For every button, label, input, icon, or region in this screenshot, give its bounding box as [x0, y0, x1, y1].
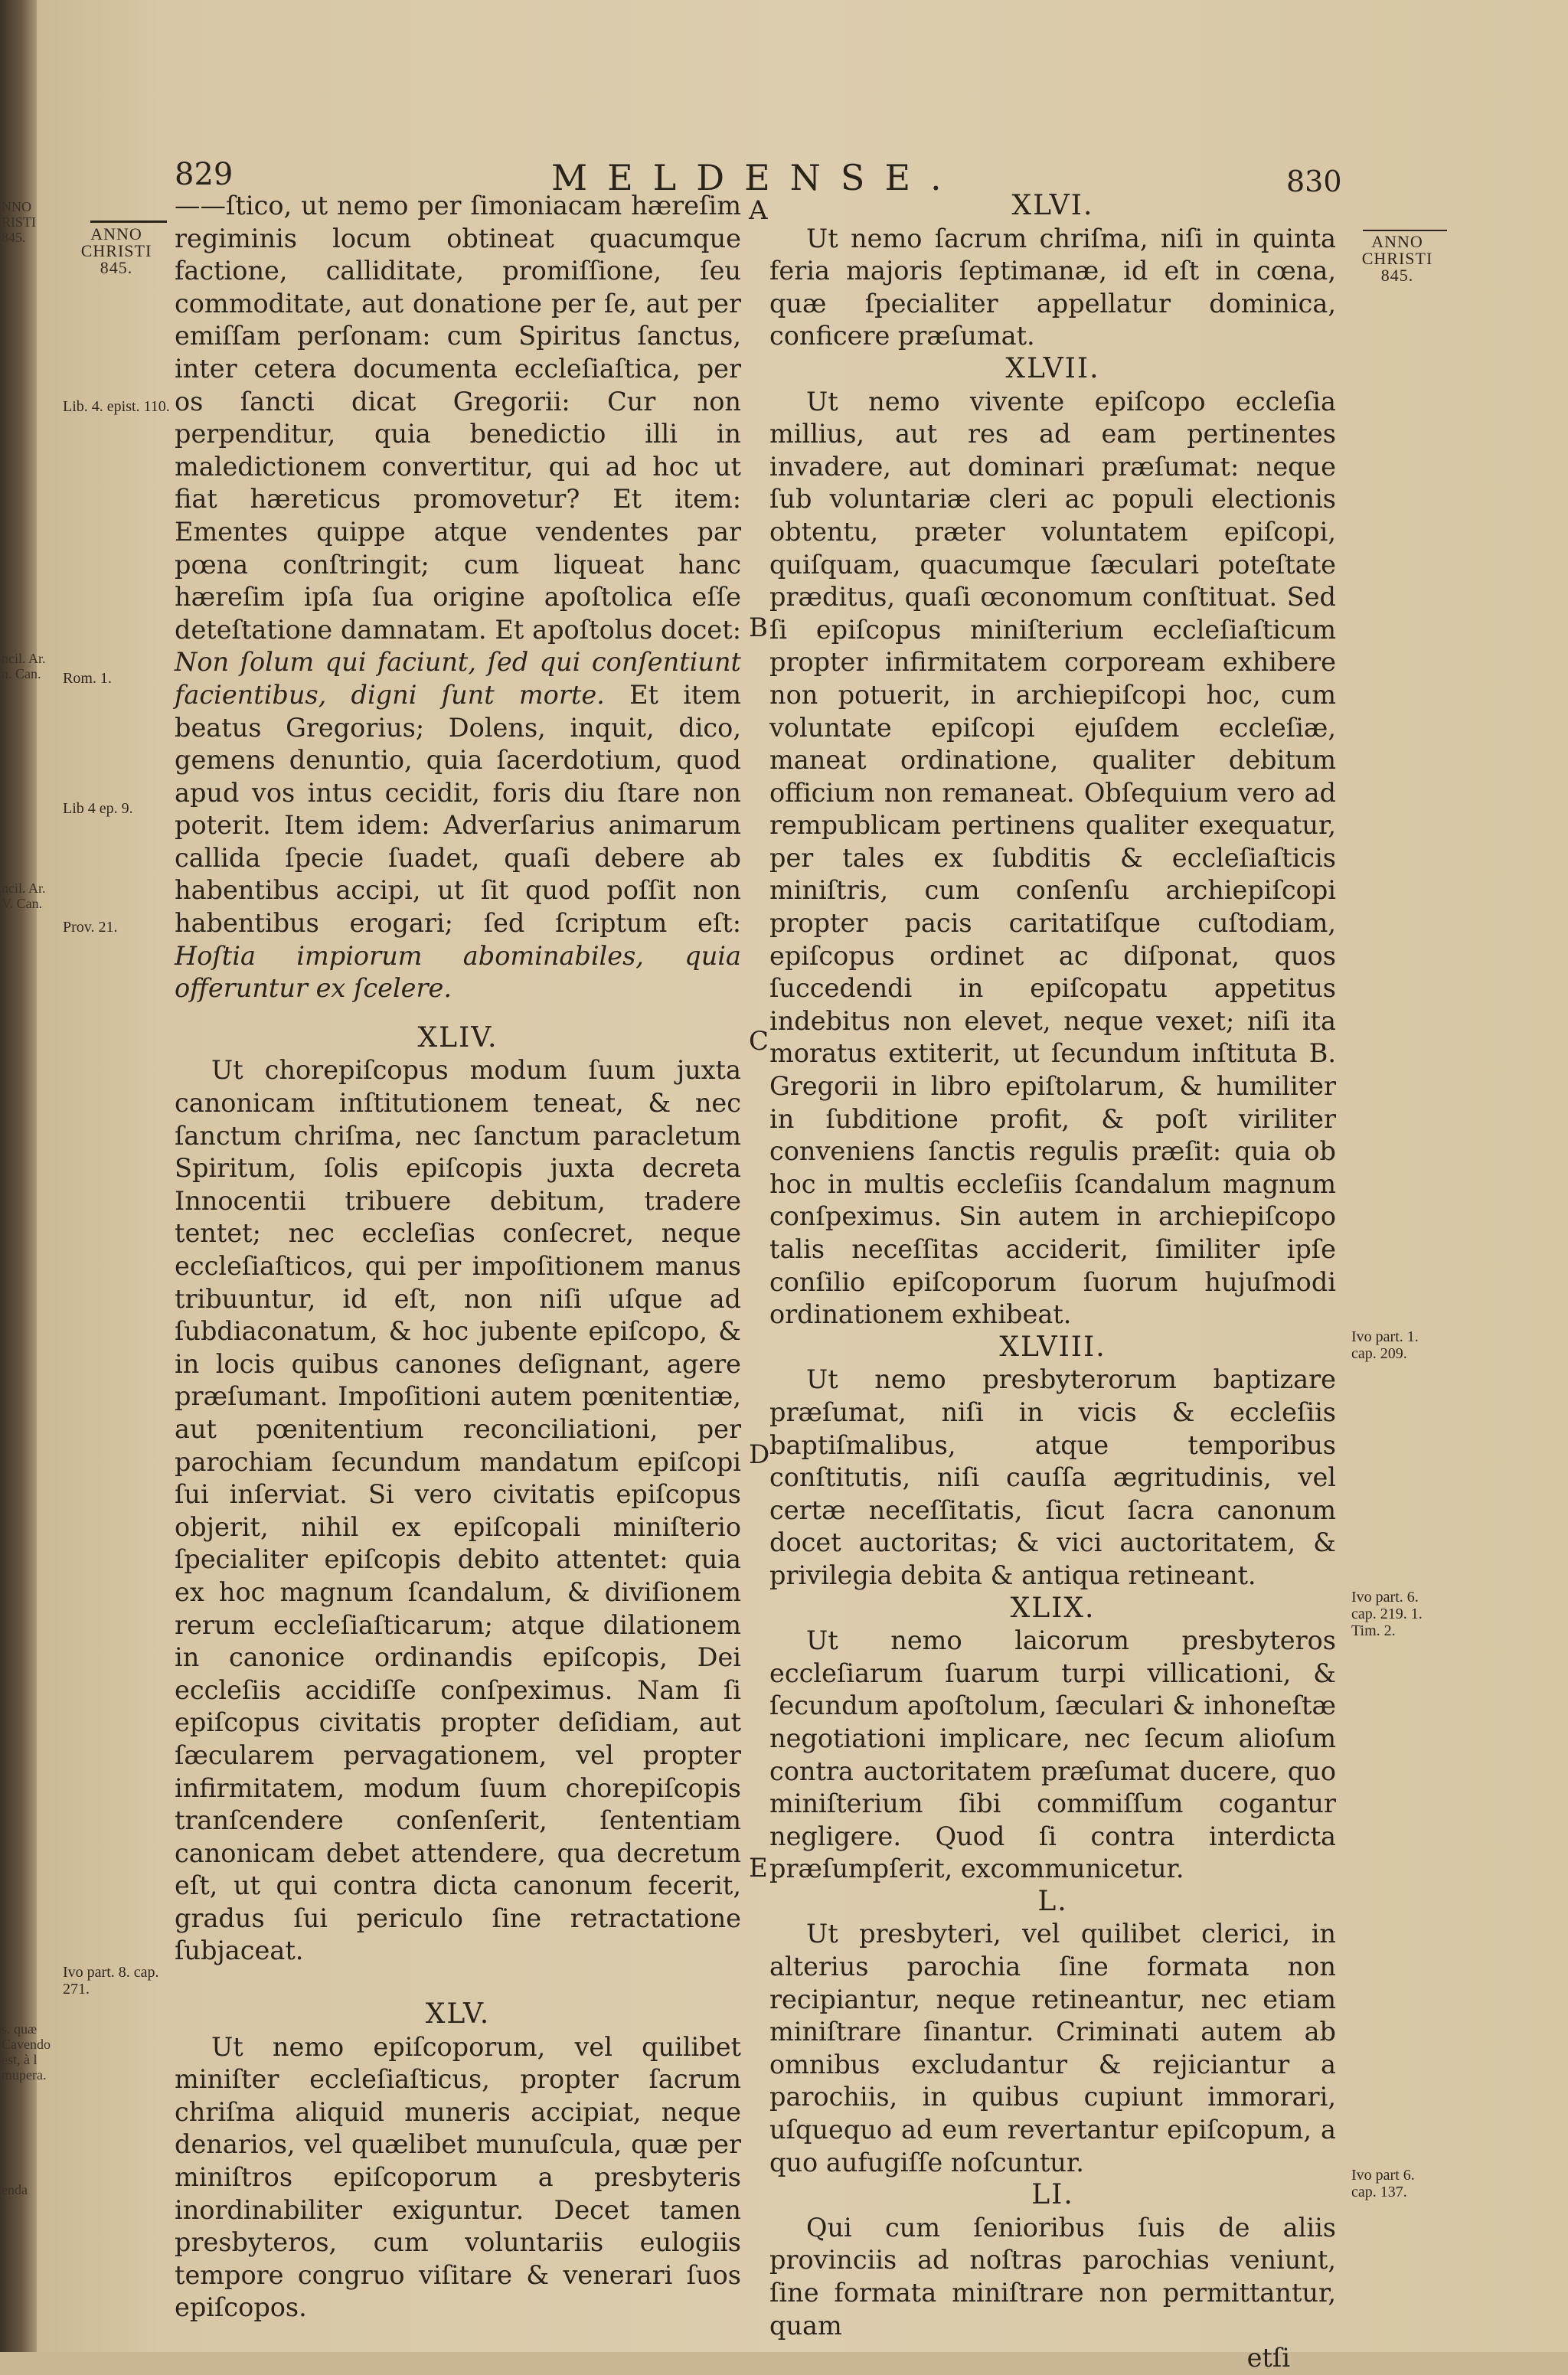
page-number-left: 829 [175, 157, 234, 192]
text-column-left [175, 190, 741, 2324]
paragraph-xlix: Ut nemo laicorum presbyteros eccleſiarum ſuarum turpi villicationi, & ſecundum apoſtolum, ſæculari & inhoneſtæ negotiationi implicare, nec ſecum alioſum contra auctoritatem præſumat ducere, quo miniſterium ſibi commiſſum cogantur negligere. Quod ſi contra interdicta præſumpſerit, excommunicetur. [769, 1625, 1336, 1884]
prev-fragment-3: ncil. Ar. V. Can. [2, 880, 46, 911]
heading-li: LI. [1031, 2179, 1074, 2211]
quote-rom: Non ſolum qui faciunt, ſed qui conſentiunt facientibus, digni ſunt morte. [175, 647, 741, 710]
heading-xlviii: XLVIII. [999, 1331, 1106, 1363]
heading-xlvi: XLVI. [1011, 190, 1094, 221]
section-letter-e: E [749, 1853, 768, 1883]
heading-l: L. [1037, 1885, 1068, 1917]
margin-note-ivo-part8: Ivo part. 8. cap. 271. [63, 1964, 159, 1998]
heading-xliv: XLIV. [417, 1021, 498, 1054]
text-column-right [769, 190, 1336, 2375]
paragraph-xlv: Ut nemo epiſcoporum, vel quilibet miniſter eccleſiaſticus, propter ſacrum chriſma aliquid muneris accipiat, neque denarios, vel quælibet munuſcula, quæ per miniſtros epiſcoporum a presbyteris inordinabiliter exiguntur. Decet tamen presbyteros, cum voluntariis eulogiis tempore congruo viſitare & venerari ſuos epiſcopos. [175, 2031, 741, 2323]
margin-note-ivo-part1: Ivo part. 1. cap. 209. [1351, 1328, 1419, 1362]
margin-rule-right [1363, 230, 1447, 231]
section-letter-c: C [749, 1026, 769, 1057]
anno-christi-right: ANNO CHRISTI 845. [1361, 232, 1433, 285]
margin-note-ivo-part6-137: Ivo part 6. cap. 137. [1351, 2167, 1415, 2200]
heading-xlvii: XLVII. [1005, 352, 1100, 384]
paragraph-xlvii: Ut nemo vivente epiſcopo eccleſia millius, aut res ad eam pertinentes invadere, aut dominari præſumat: neque ſub voluntariæ cleri ac populi electionis obtentu, præter voluntatem epiſcopi, quiſquam, quacumque ſæculari poteſtate præditus, quaſi œconomum conſtituat. Sed ſi epiſcopus miniſterium eccleſiaſticum propter infirmitatem corpoream exhibere non potuerit, in archiepiſcopi hoc, cum voluntate epiſcopi ejuſdem eccleſiæ, maneat ordinatione, qualiter debitum officium non remaneat. Obſequium vero ad rempublicam pertinens qualiter exequatur, per tales ex ſubditis & eccleſiaſticis miniſtris, cum conſenſu archiepiſcopi propter pacis caritatiſque cuſtodiam, epiſcopus ordinet ac diſponat, quos ſuccedendi in epiſcopatu appetitus indebitus non elevet, neque vexet; niſi ita moratus extiterit, ut ſecundum inſtituta B. Gregorii in libro epiſtolarum, & humiliter in ſubditione profit, & poſt viriliter conveniens ſanctis regulis præſit: quia ob hoc in multis eccleſiis ſcandalum magnum conſpeximus. Sin autem in archiepiſcopo talis neceſſitas acciderit, ſimiliter ipſe conſilio epiſcoporum ſuorum hujuſmodi ordinationem exhibeat. [769, 386, 1336, 1330]
margin-note-lib4-ep9: Lib 4 ep. 9. [63, 800, 133, 817]
margin-note-prov: Prov. 21. [63, 919, 118, 936]
prev-fragment-5: enda [2, 2182, 28, 2197]
margin-note-lib4-epist: Lib. 4. epist. 110. [63, 398, 170, 415]
paragraph-continued: ——ſtico, ut nemo per ſimoniacam hæreſim regiminis locum obtineat quacumque factione, calliditate, promiſſione, ſeu commoditate, aut donatione per ſe, aut per emiſſam perſonam: cum Spiritus ſanctus, inter cetera documenta eccleſiaſtica, per os ſancti dicat Gregorii: Cur non perpenditur, quia benedictio illi in maledictionem convertitur, qui ad hoc ut fiat hæreticus promovetur? Et item: Ementes quippe atque vendentes par pœna conſtringit; cum liqueat hanc hæreſim ipſa ſua origine apoſtolica eſſe deteſtatione damnatam. Et apoſtolus docet: Non ſolum qui faciunt, ſed qui conſentiunt facientibus, digni ſunt morte. Et item beatus Gregorius; Dolens, inquit, dico, gemens denuntio, quia ſacerdotium, quod apud vos intus cecidit, foris diu ſtare non poterit. Item idem: Adverſarius animarum callida ſpecie ſuadet, quaſi debere ab habentibus accipi, ut ſit quod poſſit non habentibus erogari; ſed ſcriptum eſt: Hoſtia impiorum abominabiles, quia offeruntur ex ſcelere. [175, 191, 741, 1004]
catchword: etſi [1246, 2343, 1290, 2373]
heading-xlv: XLV. [425, 1998, 491, 2030]
quote-prov: Hoſtia impiorum abominabiles, quia offeruntur ex ſcelere. [175, 940, 741, 1004]
prev-fragment-4: s. quæ Cavendo est, à l mupera. [2, 2021, 51, 2083]
running-title: MELDENSE. [551, 157, 962, 198]
section-letter-d: D [749, 1439, 770, 1470]
margin-note-ivo-part6-219: Ivo part. 6. cap. 219. 1. Tim. 2. [1351, 1589, 1423, 1639]
paragraph-xlviii: Ut nemo presbyterorum baptizare præſumat, niſi in vicis & eccleſiis baptiſmalibus, atque temporibus conſtitutis, niſi cauſſa ægritudinis, vel certæ neceſſitatis, ſicut ſacra canonum docet auctoritas; & vici auctoritatem, & privilegia debita & antiqua retineant. [769, 1364, 1336, 1590]
section-letter-b: B [749, 613, 768, 643]
prev-fragment-2: ncil. Ar. n. Can. [2, 651, 46, 681]
paragraph-l: Ut presbyteri, vel quilibet clerici, in alterius parochia ſine formata non recipiantur, neque retineantur, nec etiam miniſtrare ſinantur. Criminati autem ab omnibus excludantur & rejiciantur a parochiis, in quibus cupiunt immorari, uſquequo ad eum revertantur epiſcopum, a quo aufugiſſe noſcuntur. [769, 1919, 1336, 2177]
paragraph-li: Qui cum ſenioribus ſuis de aliis provinciis ad noſtras parochias veniunt, ſine formata miniſtrare non permittantur, quam [769, 2212, 1336, 2341]
prev-fragment-1: NNO RISTI 845. [2, 199, 36, 245]
book-spine [0, 0, 37, 2352]
page-number-right: 830 [1286, 165, 1342, 198]
margin-note-rom: Rom. 1. [63, 670, 112, 687]
heading-xlix: XLIX. [1010, 1592, 1096, 1624]
paragraph-xliv: Ut chorepiſcopus modum ſuum juxta canonicam inſtitutionem teneat, & nec ſanctum chriſma, nec ſanctum paracletum Spiritum, ſolis epiſcopis juxta decreta Innocentii tribuere debitum, tradere tentet; nec eccleſias conſecret, neque eccleſiaſticos, qui per impoſitionem manus tribuuntur, id eſt, non niſi uſque ad ſubdiaconatum, & hoc jubente epiſcopo, & in locis quibus canones deſignant, agere præſumant. Impoſitioni autem pœnitentiæ, aut pœnitentium reconciliationi, per parochiam ſecundum mandatum epiſcopi ſui inſerviat. Si vero civitatis epiſcopus objerit, nihil ex epiſcopali miniſterio ſpecialiter epiſcopis debito attentet: quia ex hoc magnum ſcandalum, & diviſionem rerum eccleſiaſticarum; atque dilationem in canonice ordinandis epiſcopis, Dei eccleſiis accidiſſe conſpeximus. Nam ſi epiſcopus civitatis propter deſidiam, aut ſæcularem pervagationem, vel propter infirmitatem, modum ſuum chorepiſcopis tranſcendere conſenſerit, ſententiam canonicam debet attendere, qua decretum eſt, ut qui contra dicta canonum fecerit, gradus ſui periculo ſine retractatione ſubjaceat. [175, 1055, 741, 1966]
paragraph-xlvi: Ut nemo ſacrum chriſma, niſi in quinta feria majoris ſeptimanæ, id eſt in cœna, quæ ſpecialiter appellatur dominica, conficere præſumat. [769, 223, 1336, 351]
anno-christi-left: ANNO CHRISTI 845. [80, 224, 152, 277]
margin-rule-left [90, 221, 167, 223]
section-letter-a: A [749, 195, 768, 226]
